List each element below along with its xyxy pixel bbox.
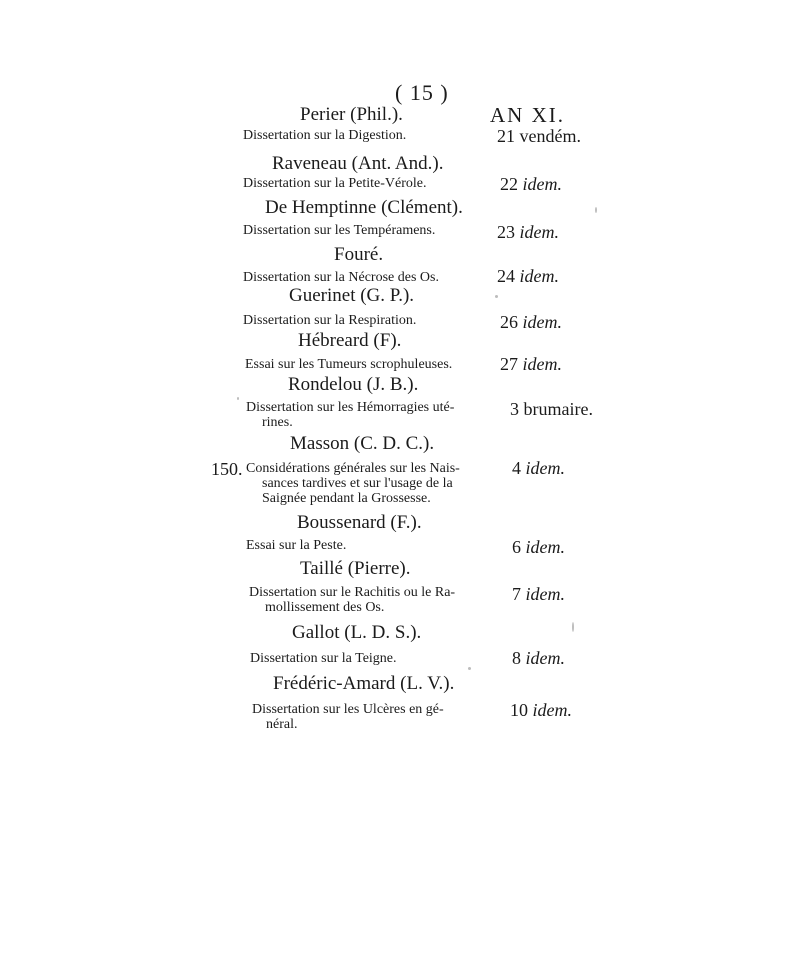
thesis-title: Dissertation sur la Respiration.: [243, 313, 417, 328]
thesis-title-line: Dissertation sur les Ulcères en gé-: [252, 702, 444, 717]
author-name: Guerinet (G. P.).: [289, 285, 415, 306]
author-name: Gallot (L. D. S.).: [292, 622, 422, 643]
thesis-title: Dissertation sur les Tempéramens.: [243, 223, 436, 238]
author-name: Rondelou (J. B.).: [288, 374, 419, 395]
thesis-date: 10 idem.: [510, 700, 572, 720]
entry-number: 150.: [211, 459, 243, 479]
thesis-date: 3 brumaire.: [510, 399, 593, 419]
thesis-title: Dissertation sur la Petite-Vérole.: [243, 176, 427, 191]
thesis-title: Essai sur la Peste.: [246, 538, 347, 553]
author-name: Perier (Phil.).: [300, 104, 403, 125]
print-speck: [237, 397, 239, 400]
thesis-title: Dissertation sur la Teigne.: [250, 651, 397, 666]
thesis-date: 21 vendém.: [497, 126, 581, 146]
author-name: Hébreard (F).: [298, 330, 402, 351]
author-name: Boussenard (F.).: [297, 512, 422, 533]
print-speck: [495, 295, 498, 298]
thesis-title: Dissertation sur la Nécrose des Os.: [243, 270, 439, 285]
author-name: Frédéric-Amard (L. V.).: [273, 673, 455, 694]
thesis-date: 23 idem.: [497, 222, 559, 242]
thesis-date: 26 idem.: [500, 312, 562, 332]
thesis-title: Dissertation sur la Digestion.: [243, 128, 407, 143]
page-number: ( 15 ): [395, 80, 449, 105]
author-name: Masson (C. D. C.).: [290, 433, 435, 454]
thesis-title-line: mollissement des Os.: [265, 600, 385, 615]
thesis-title-line: Considérations générales sur les Nais-: [246, 461, 460, 476]
thesis-title-line: Dissertation sur les Hémorragies uté-: [246, 400, 455, 415]
thesis-title-line: Saignée pendant la Grossesse.: [262, 491, 431, 506]
year-header: AN XI.: [490, 103, 565, 127]
thesis-date: 7 idem.: [512, 584, 565, 604]
author-name: De Hemptinne (Clément).: [265, 197, 463, 218]
thesis-date: 6 idem.: [512, 537, 565, 557]
author-name: Taillé (Pierre).: [300, 558, 411, 579]
thesis-date: 4 idem.: [512, 458, 565, 478]
author-name: Raveneau (Ant. And.).: [272, 153, 444, 174]
thesis-title-line: néral.: [266, 717, 298, 732]
thesis-title-line: Dissertation sur le Rachitis ou le Ra-: [249, 585, 456, 600]
thesis-date: 24 idem.: [497, 266, 559, 286]
thesis-date: 8 idem.: [512, 648, 565, 668]
print-speck: [468, 667, 471, 670]
print-speck: [572, 622, 574, 632]
thesis-title: Essai sur les Tumeurs scrophuleuses.: [245, 357, 453, 372]
print-speck: [595, 207, 597, 213]
author-name: Fouré.: [334, 244, 384, 265]
thesis-date: 27 idem.: [500, 354, 562, 374]
thesis-title-line: rines.: [262, 415, 293, 430]
thesis-title-line: sances tardives et sur l'usage de la: [262, 476, 453, 491]
thesis-date: 22 idem.: [500, 174, 562, 194]
